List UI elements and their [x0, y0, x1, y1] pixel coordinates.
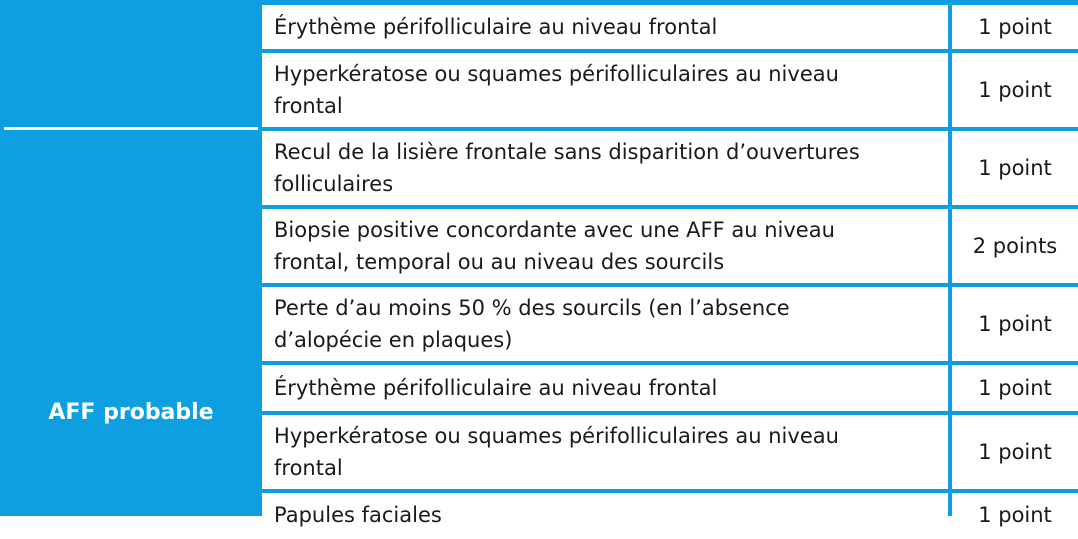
criterion-cell	[262, 5, 948, 49]
criterion-text: Hyperkératose ou squames périfolliculaires au niveau frontal	[274, 424, 839, 480]
points-cell	[952, 209, 1078, 283]
criterion-cell	[262, 131, 948, 205]
criterion-text: Hyperkératose ou squames périfolliculaires au niveau frontal	[274, 62, 839, 118]
category-divider	[4, 127, 258, 130]
criterion-text: Papules faciales	[274, 503, 442, 527]
table-row	[262, 131, 1078, 205]
points-text: 1 point	[978, 312, 1052, 336]
table-row	[262, 5, 1078, 49]
points-text: 1 point	[978, 376, 1052, 400]
table-row	[262, 493, 1078, 539]
points-cell	[952, 365, 1078, 411]
category-column	[0, 0, 262, 516]
criterion-cell	[262, 209, 948, 283]
points-text: 1 point	[978, 15, 1052, 39]
table-row	[262, 365, 1078, 411]
criterion-text: Érythème périfolliculaire au niveau frontal	[274, 15, 718, 39]
criterion-text: Biopsie positive concordante avec une AFF au niveau frontal, temporal ou au niveau des sourcils	[274, 218, 835, 274]
points-cell	[952, 287, 1078, 361]
points-text: 1 point	[978, 440, 1052, 464]
category-label: AFF probable	[48, 400, 214, 425]
table-row	[262, 415, 1078, 489]
criterion-cell	[262, 415, 948, 489]
points-cell	[952, 415, 1078, 489]
points-text: 1 point	[978, 156, 1052, 180]
points-cell	[952, 5, 1078, 49]
criterion-text: Perte d’au moins 50 % des sourcils (en l’absence d’alopécie en plaques)	[274, 296, 790, 352]
criterion-cell	[262, 53, 948, 127]
table-row	[262, 53, 1078, 127]
table-row	[262, 287, 1078, 361]
points-cell	[952, 53, 1078, 127]
criterion-cell	[262, 365, 948, 411]
criterion-cell	[262, 493, 948, 539]
points-text: 2 points	[972, 234, 1058, 258]
points-cell	[952, 493, 1078, 539]
points-text: 1 point	[978, 78, 1052, 102]
criterion-text: Recul de la lisière frontale sans disparition d’ouvertures folliculaires	[274, 140, 860, 196]
table-row	[262, 209, 1078, 283]
points-text: 1 point	[978, 503, 1052, 527]
criterion-text: Érythème périfolliculaire au niveau frontal	[274, 376, 718, 400]
points-cell	[952, 131, 1078, 205]
criterion-cell	[262, 287, 948, 361]
criteria-table	[262, 0, 1078, 527]
